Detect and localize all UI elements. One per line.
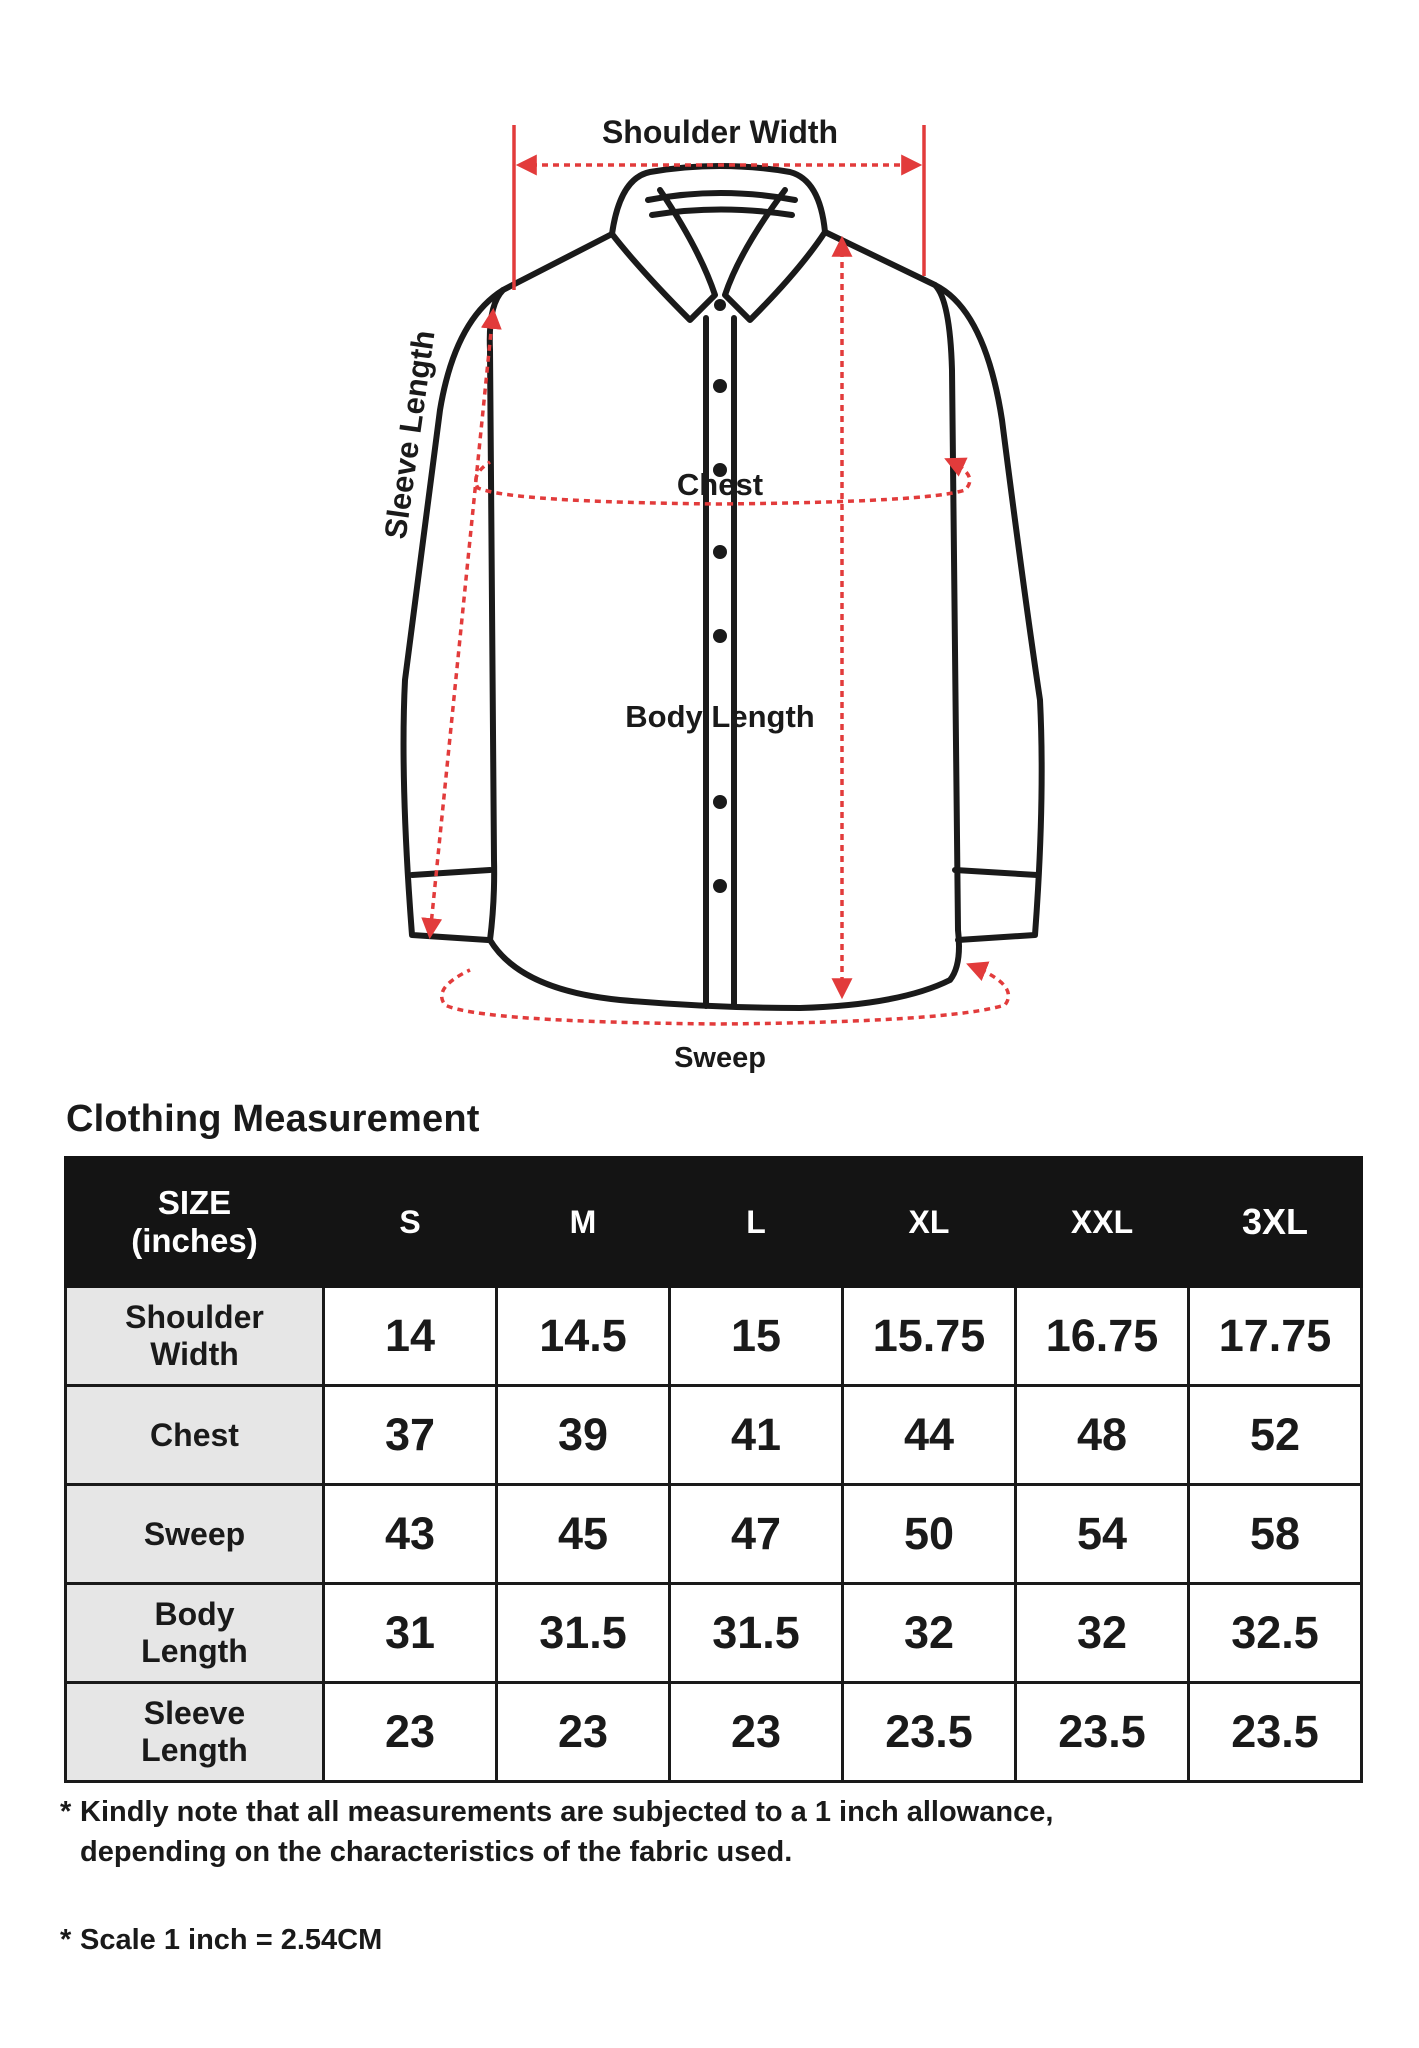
table-cell: 23 [497, 1683, 670, 1782]
table-cell: 31 [324, 1584, 497, 1683]
table-cell: 52 [1189, 1386, 1362, 1485]
row-label-sweep [66, 1485, 324, 1584]
header-size-xl: XL [843, 1158, 1016, 1287]
header-size-s: S [324, 1158, 497, 1287]
table-row [66, 1485, 1362, 1584]
table-cell: 23.5 [1016, 1683, 1189, 1782]
table-cell: 32 [1016, 1584, 1189, 1683]
shirt-buttons [713, 299, 727, 893]
row-label-line2: Length [141, 1732, 248, 1768]
scale-text: Scale 1 inch = 2.54CM [80, 1924, 383, 1956]
table-cell: 39 [497, 1386, 670, 1485]
header-size-xxl: XXL [1016, 1158, 1189, 1287]
table-cell: 32 [843, 1584, 1016, 1683]
row-label-line2: Width [150, 1336, 239, 1372]
table-cell: 47 [670, 1485, 843, 1584]
header-size-label [66, 1158, 324, 1287]
table-cell: 17.75 [1189, 1287, 1362, 1386]
note-asterisk: * [60, 1924, 72, 1956]
table-cell: 31.5 [497, 1584, 670, 1683]
table-cell: 50 [843, 1485, 1016, 1584]
row-label-shoulder-width [66, 1287, 324, 1386]
table-cell: 23.5 [1189, 1683, 1362, 1782]
left-cuff [412, 870, 490, 875]
row-label-chest [66, 1386, 324, 1485]
row-label-line2: Length [141, 1633, 248, 1669]
table-row [66, 1386, 1362, 1485]
table-row [66, 1683, 1362, 1782]
allowance-note-line2: depending on the characteristics of the fabric used. [80, 1836, 793, 1868]
placket [706, 318, 734, 1006]
table-row [66, 1287, 1362, 1386]
table-cell: 54 [1016, 1485, 1189, 1584]
label-sweep: Sweep [674, 1042, 766, 1074]
row-label-line1: Shoulder [125, 1299, 264, 1335]
table-row [66, 1584, 1362, 1683]
header-size-line2: (inches) [131, 1222, 258, 1259]
note-asterisk: * [60, 1796, 72, 1828]
row-label-line1: Sweep [143, 1515, 246, 1552]
header-size-m: M [497, 1158, 670, 1287]
row-label-line1: Sleeve [143, 1695, 246, 1731]
table-cell: 45 [497, 1485, 670, 1584]
shirt-body [490, 232, 959, 1008]
table-cell: 14 [324, 1287, 497, 1386]
table-cell: 44 [843, 1386, 1016, 1485]
table-cell: 23.5 [843, 1683, 1016, 1782]
label-sleeve-length: Sleeve Length [377, 328, 442, 542]
table-cell: 43 [324, 1485, 497, 1584]
label-shoulder-width: Shoulder Width [601, 114, 839, 150]
right-cuff [955, 870, 1037, 875]
allowance-note [60, 1792, 1053, 1872]
allowance-text-1: Kindly note that all measurements are subjected to a 1 inch allowance, [80, 1796, 1054, 1828]
table-cell: 23 [324, 1683, 497, 1782]
row-label-body-length [66, 1584, 324, 1683]
row-label-sleeve-length [66, 1683, 324, 1782]
section-title: Clothing Measurement [66, 1098, 480, 1140]
table-cell: 31.5 [670, 1584, 843, 1683]
table-cell: 58 [1189, 1485, 1362, 1584]
header-size-line1: SIZE [157, 1184, 232, 1221]
header-size-3xl: 3XL [1189, 1158, 1362, 1287]
scale-note [60, 1920, 382, 1960]
table-cell: 32.5 [1189, 1584, 1362, 1683]
table-cell: 15.75 [843, 1287, 1016, 1386]
header-size-l: L [670, 1158, 843, 1287]
table-cell: 48 [1016, 1386, 1189, 1485]
allowance-note-line1 [60, 1792, 1053, 1832]
table-cell: 23 [670, 1683, 843, 1782]
row-label-line1: Chest [150, 1416, 239, 1453]
table-header-row [66, 1158, 1362, 1287]
row-label-line1: Body [154, 1596, 235, 1632]
label-chest: Chest [676, 467, 764, 502]
table-cell: 37 [324, 1386, 497, 1485]
collar-inner [648, 193, 795, 200]
size-chart-table [64, 1156, 1363, 1783]
table-cell: 14.5 [497, 1287, 670, 1386]
table-cell: 41 [670, 1386, 843, 1485]
label-body-length: Body Length [625, 699, 815, 734]
table-cell: 16.75 [1016, 1287, 1189, 1386]
table-cell: 15 [670, 1287, 843, 1386]
